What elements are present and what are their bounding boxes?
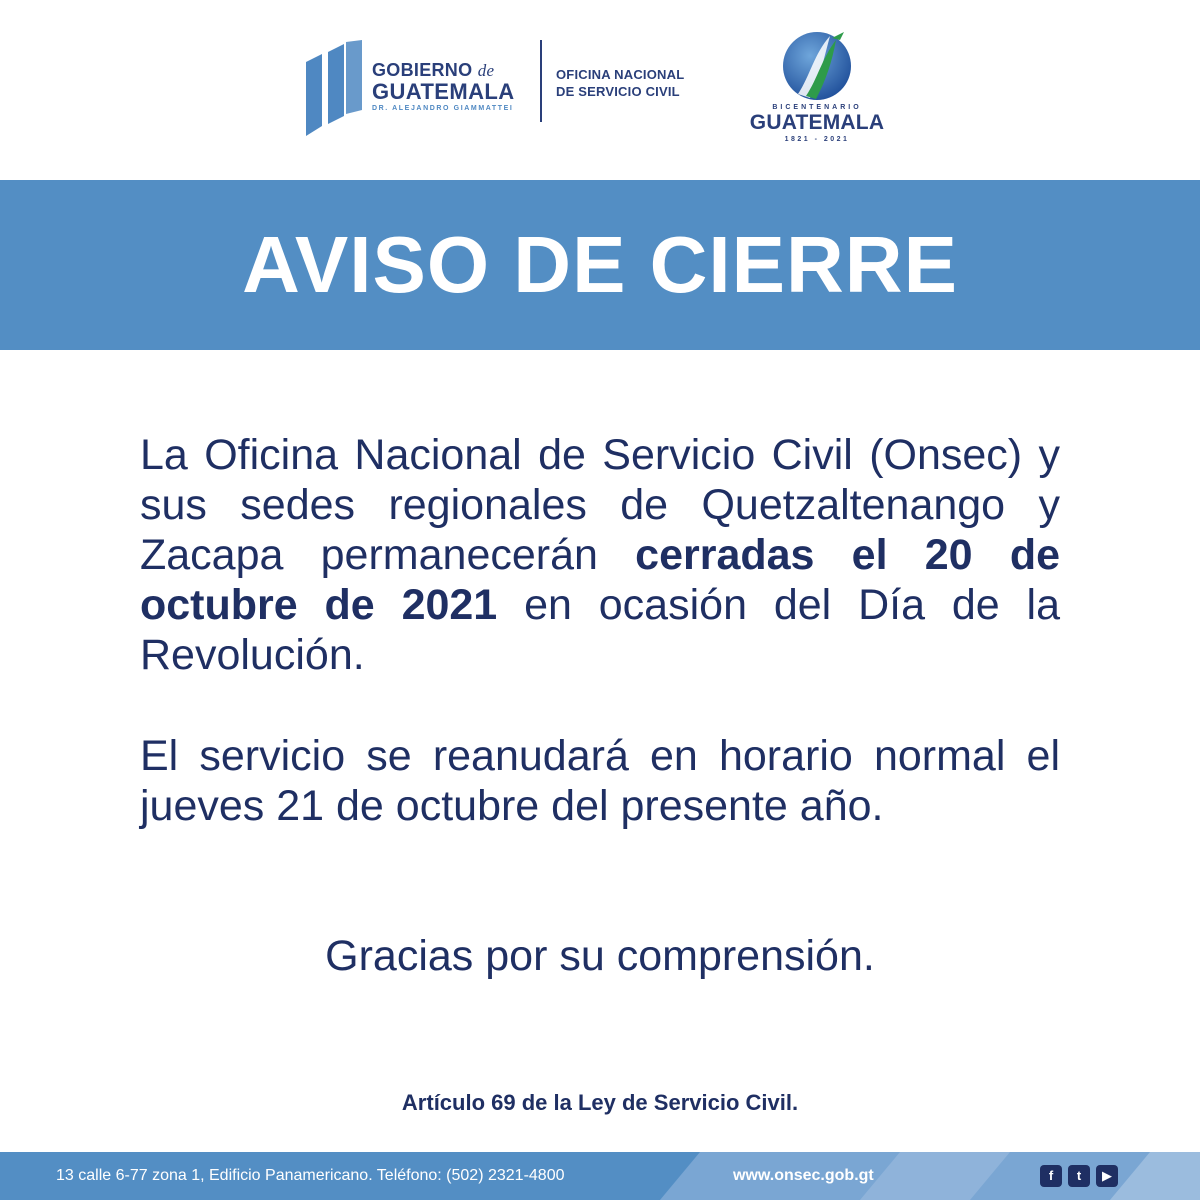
title-band — [0, 180, 1200, 350]
onsec-line-2: DE SERVICIO CIVIL — [556, 84, 680, 99]
resume-paragraph: El servicio se reanudará en horario normal el jueves 21 de octubre del presente año. — [140, 732, 1060, 830]
closure-date-bold: cerradas el 20 de octubre de 2021 — [140, 531, 1060, 629]
onsec-wordmark — [556, 66, 726, 100]
bicentenario-country: GUATEMALA — [749, 111, 885, 134]
footer-website-link[interactable]: www.onsec.gob.gt — [733, 1167, 874, 1184]
onsec-line-1: OFICINA NACIONAL — [556, 67, 685, 82]
closure-text-start: La Oficina Nacional de Servicio Civil (Onsec) y sus sedes regionales de Quetzaltenango y Zacapa permanecerán — [140, 431, 1060, 579]
logo-divider — [540, 40, 542, 122]
gobierno-president: DR. ALEJANDRO GIAMMATTEI — [372, 105, 514, 112]
bicentenario-years: 1821 - 2021 — [784, 136, 850, 143]
thanks-line: Gracias por su comprensión. — [325, 932, 875, 980]
footer — [0, 1152, 1200, 1200]
gobierno-country: GUATEMALA — [372, 79, 515, 104]
twitter-icon[interactable]: t — [1068, 1165, 1090, 1187]
gobierno-de: de — [477, 61, 495, 80]
youtube-icon[interactable]: ▶ — [1096, 1165, 1118, 1187]
facebook-icon[interactable]: f — [1040, 1165, 1062, 1187]
gobierno-word: GOBIERNO — [372, 60, 473, 80]
gobierno-wordmark — [372, 60, 532, 115]
header — [0, 0, 1200, 180]
closure-paragraph — [140, 430, 1060, 680]
footer-address: 13 calle 6-77 zona 1, Edificio Panamericano. Teléfono: (502) 2321-4800 — [56, 1167, 565, 1184]
closure-text-end: en ocasión del Día de la Revolución. — [140, 581, 1060, 679]
gobierno-logo-icon — [306, 40, 362, 136]
page-title: AVISO DE CIERRE — [242, 220, 958, 309]
bicentenario-emblem-icon — [780, 28, 854, 102]
bicentenario-label: BICENTENARIO — [772, 104, 862, 111]
legal-reference: Artículo 69 de la Ley de Servicio Civil. — [401, 1090, 799, 1115]
